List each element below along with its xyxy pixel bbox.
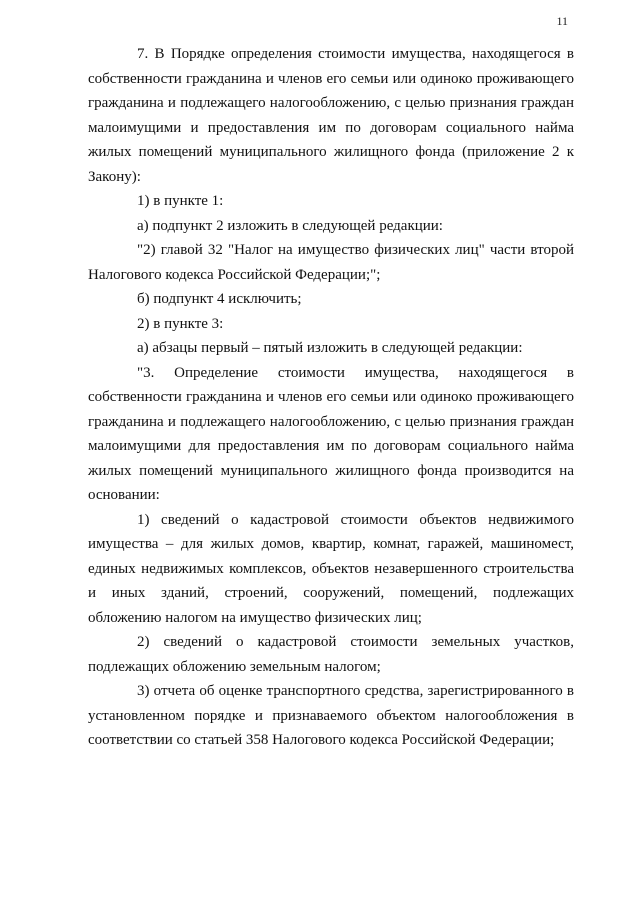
paragraph-amendment-7: 7. В Порядке определения стоимости имущества, находящегося в собственности гражданина и членов его семьи или одиноко проживающего гражданина и подлежащего налогообложению, с целью признания граждан малоимущими и предоставления им по договорам социального найма жилых помещений муниципального жилищного фонда (приложение 2 к Закону):: [88, 46, 574, 185]
paragraph-subpoint-b: б) подпункт 4 исключить;: [137, 291, 302, 307]
paragraph-item-3: 3) отчета об оценке транспортного средства, зарегистрированного в установленном порядке и признаваемого объектом налогообложения в соответствии со статьей 358 Налогового кодекса Российской Федерации;: [88, 683, 574, 748]
paragraph-subpoint-a: а) подпункт 2 изложить в следующей редакции:: [137, 217, 443, 234]
paragraph-new-point-3: "3. Определение стоимости имущества, находящегося в собственности гражданина и членов его семьи или одиноко проживающего гражданина и подлежащего налогообложению, с целью признания граждан малоимущими для предоставления им по договорам социального найма жилых помещений муниципального жилищного фонда производится на основании:: [88, 364, 574, 503]
paragraph-item-1: 1) сведений о кадастровой стоимости объектов недвижимого имущества – для жилых домов, квартир, комнат, гаражей, машиномест, единых недвижимых комплексов, объектов незавершенного строительства и иных зданий, строений, сооружений, помещений, подлежащих обложению налогом на имущество физических лиц;: [88, 511, 574, 626]
page-number: 11: [556, 14, 568, 28]
paragraph-new-subpoint-2: "2) главой 32 "Налог на имущество физических лиц" части второй Налогового кодекса Российской Федерации;";: [88, 242, 574, 283]
paragraph-item-2: 2) сведений о кадастровой стоимости земельных участков, подлежащих обложению земельным налогом;: [88, 634, 574, 675]
paragraph-point-1: 1) в пункте 1:: [137, 193, 224, 209]
paragraph-point-2: 2) в пункте 3:: [137, 315, 224, 332]
document-body: [88, 42, 574, 753]
paragraph-subpoint-a-2: а) абзацы первый – пятый изложить в следующей редакции:: [137, 340, 523, 356]
